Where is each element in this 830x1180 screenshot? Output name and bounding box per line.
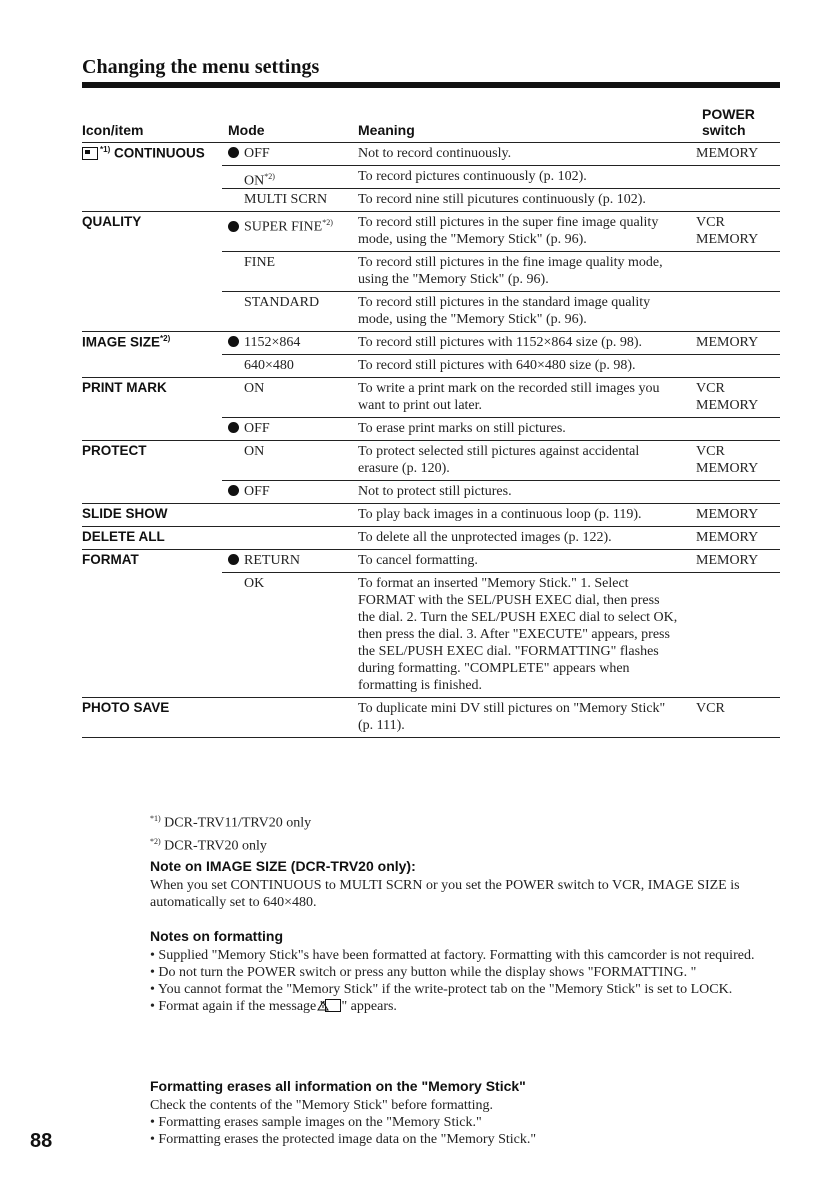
footnote-text: DCR-TRV20 only	[164, 838, 267, 854]
subrow-content	[222, 481, 780, 503]
default-setting-icon	[228, 422, 239, 433]
subrow-content	[222, 292, 780, 331]
power-switch-value: MEMORY	[696, 335, 759, 350]
meaning-text: Not to record continuously.	[358, 146, 512, 161]
mode-value	[244, 191, 327, 208]
header-mode: Mode	[228, 122, 265, 138]
bullet-text: Supplied "Memory Stick"s have been formatted at factory. Formatting with this camcorder is not required.	[158, 948, 755, 963]
mode-text: ON	[244, 444, 265, 459]
bullet: • Supplied "Memory Stick"s have been formatted at factory. Formatting with this camcorder is not required.	[150, 948, 755, 963]
power-switch-value: VCR	[696, 701, 725, 716]
subrow-content	[222, 527, 780, 549]
table-row	[82, 211, 780, 331]
menu-item-label	[82, 700, 169, 715]
table-row	[82, 549, 780, 697]
subrow-content	[222, 698, 780, 737]
camera-memory-icon	[82, 147, 98, 160]
table-row	[82, 331, 780, 377]
default-setting-icon	[228, 336, 239, 347]
table-subrow	[82, 526, 780, 549]
note-image-size	[150, 858, 780, 911]
footnote-mark: *1)	[150, 814, 161, 823]
table-subrow	[82, 377, 780, 417]
bullet-text: Format again if the message "	[158, 999, 326, 1014]
subrow-content	[222, 332, 780, 354]
menu-item-text: FORMAT	[82, 552, 139, 567]
bullet-text: " appears.	[341, 999, 397, 1014]
header-item: Icon/item	[82, 122, 144, 138]
table-bottom-rule	[82, 737, 780, 738]
menu-item-text: PRINT MARK	[82, 380, 167, 395]
meaning-text: To record pictures continuously (p. 102).	[358, 169, 587, 184]
table-row	[82, 440, 780, 503]
table-subrow	[222, 251, 780, 291]
footnote-text: DCR-TRV11/TRV20 only	[164, 815, 312, 831]
menu-item-text: SLIDE SHOW	[82, 506, 168, 521]
menu-item-label	[82, 552, 139, 567]
footnote-ref: *2)	[264, 172, 275, 181]
meaning-text: To record nine still picutures continuously (p. 102).	[358, 192, 646, 207]
bullet: • Do not turn the POWER switch or press any button while the display shows "FORMATTING. "	[150, 965, 697, 980]
table-subrow	[222, 572, 780, 697]
table-subrow	[82, 142, 780, 165]
note-text: When you set CONTINUOUS to MULTI SCRN or you set the POWER switch to VCR, IMAGE SIZE is automatically set to 640×480.	[150, 878, 740, 910]
mode-text: SUPER FINE	[244, 219, 323, 235]
note-heading: Notes on formatting	[150, 928, 283, 944]
default-setting-icon	[228, 221, 239, 232]
mode-text: ON	[244, 173, 265, 189]
mode-value	[244, 294, 319, 311]
table-subrow	[222, 417, 780, 440]
subrow-content	[222, 189, 780, 211]
mode-text: FINE	[244, 255, 276, 270]
meaning-text: To erase print marks on still pictures.	[358, 421, 566, 436]
footnotes	[150, 810, 311, 855]
note-text: Check the contents of the "Memory Stick" before formatting.	[150, 1098, 494, 1113]
table-row	[82, 142, 780, 211]
table-subrow	[222, 165, 780, 188]
table-subrow	[82, 549, 780, 572]
bullet-text: Formatting erases sample images on the "Memory Stick."	[158, 1115, 482, 1130]
mode-text: STANDARD	[244, 295, 320, 310]
subrow-content	[222, 550, 780, 572]
menu-item-label	[82, 145, 205, 161]
bullet: • You cannot format the "Memory Stick" if the write-protect tab on the "Memory Stick" is set to LOCK.	[150, 982, 733, 997]
table-row	[82, 503, 780, 526]
meaning-text: To record still pictures in the standard image quality mode, using the "Memory Stick" (p. 96).	[358, 295, 651, 327]
subrow-content	[222, 418, 780, 440]
footnote-ref: *1)	[100, 145, 111, 154]
subrow-content	[222, 143, 780, 165]
meaning-text: To record still pictures with 1152×864 size (p. 98).	[358, 335, 643, 350]
subrow-content	[222, 355, 780, 377]
menu-item-label	[82, 334, 170, 350]
table-subrow	[222, 480, 780, 503]
bullet: • Format again if the message " " appears.	[150, 999, 397, 1014]
table-subrow	[82, 331, 780, 354]
subrow-content	[222, 212, 780, 251]
menu-settings-table	[82, 104, 780, 738]
mode-value	[244, 380, 264, 397]
power-switch-value: VCR MEMORY	[696, 444, 759, 476]
meaning-text: To protect selected still pictures against accidental erasure (p. 120).	[358, 444, 640, 476]
default-setting-icon	[228, 554, 239, 565]
mode-value	[228, 552, 300, 569]
note-heading: Note on IMAGE SIZE (DCR-TRV20 only):	[150, 858, 416, 874]
table-subrow	[82, 503, 780, 526]
note-formatting	[150, 928, 780, 1015]
table-subrow	[82, 211, 780, 251]
menu-item-text: PHOTO SAVE	[82, 700, 170, 715]
default-setting-icon	[228, 485, 239, 496]
mode-text: MULTI SCRN	[244, 192, 328, 207]
mode-text: OFF	[244, 421, 270, 436]
mode-value	[228, 145, 270, 162]
table-row	[82, 526, 780, 549]
mode-text: 1152×864	[244, 335, 301, 350]
subrow-content	[222, 504, 780, 526]
mode-value	[244, 575, 264, 592]
table-row	[82, 697, 780, 737]
meaning-text: Not to protect still pictures.	[358, 484, 512, 499]
meaning-text: To write a print mark on the recorded still images you want to print out later.	[358, 381, 660, 413]
meaning-text: To cancel formatting.	[358, 553, 478, 568]
page-title: Changing the menu settings	[82, 56, 320, 78]
header-meaning: Meaning	[358, 122, 415, 138]
subrow-content	[222, 252, 780, 291]
mode-value	[228, 334, 300, 351]
note-heading: Formatting erases all information on the "Memory Stick"	[150, 1078, 526, 1094]
meaning-text: To record still pictures in the super fine image quality mode, using the "Memory Stick" (p. 96).	[358, 215, 659, 247]
table-subrow	[222, 188, 780, 211]
power-switch-value: VCR MEMORY	[696, 215, 759, 247]
footnote-2	[150, 833, 311, 856]
footnote-1	[150, 810, 311, 833]
power-switch-value: MEMORY	[696, 146, 759, 161]
menu-item-label	[82, 529, 165, 544]
mode-text: RETURN	[244, 553, 300, 568]
menu-item-label	[82, 506, 168, 521]
header-power-switch	[702, 106, 755, 138]
subrow-content	[222, 573, 780, 697]
mode-value	[244, 254, 275, 271]
power-switch-value: MEMORY	[696, 530, 759, 545]
menu-item-text: PROTECT	[82, 443, 147, 458]
header-power-line2: switch	[702, 122, 746, 138]
mode-text: OFF	[244, 484, 270, 499]
meaning-text: To format an inserted "Memory Stick." 1. Select FORMAT with the SEL/PUSH EXEC dial, then press the dial. 2. Turn the SEL/PUSH EXEC dial to select OK, then press the dial. 3. After "EXECUTE" appears, press the SEL/PUSH EXEC dial. "FORMATTING" flashes during formatting. "COMPLETE" appears when formatting is finished.	[358, 576, 678, 693]
table-subrow	[222, 354, 780, 377]
table-subrow	[82, 697, 780, 737]
memory-stick-warning-icon	[325, 999, 341, 1012]
menu-item-label	[82, 443, 147, 458]
subrow-content	[222, 166, 780, 188]
menu-item-label	[82, 380, 167, 395]
footnote-ref: *2)	[322, 218, 333, 227]
meaning-text: To record still pictures in the fine image quality mode, using the "Memory Stick" (p. 96).	[358, 255, 663, 287]
table-body	[82, 142, 780, 737]
menu-item-text: IMAGE SIZE	[82, 334, 161, 350]
mode-text: ON	[244, 381, 265, 396]
meaning-text: To record still pictures with 640×480 size (p. 98).	[358, 358, 636, 373]
table-subrow	[222, 291, 780, 331]
bullet: • Formatting erases the protected image data on the "Memory Stick."	[150, 1132, 537, 1147]
mode-value	[244, 168, 275, 190]
table-header	[82, 104, 780, 142]
bullet-text: You cannot format the "Memory Stick" if the write-protect tab on the "Memory Stick" is set to LOCK.	[157, 982, 733, 997]
meaning-text: To play back images in a continuous loop (p. 119).	[358, 507, 642, 522]
menu-item-text: QUALITY	[82, 214, 142, 229]
table-row	[82, 377, 780, 440]
mode-text: OK	[244, 576, 265, 591]
header-power-line1: POWER	[702, 106, 755, 122]
bullet: • Formatting erases sample images on the "Memory Stick."	[150, 1115, 482, 1130]
mode-text: OFF	[244, 146, 270, 161]
meaning-text: To duplicate mini DV still pictures on "Memory Stick"(p. 111).	[358, 701, 666, 733]
power-switch-value: VCR MEMORY	[696, 381, 759, 413]
mode-value	[228, 483, 270, 500]
subrow-content	[222, 441, 780, 480]
footnote-mark: *2)	[150, 836, 161, 846]
default-setting-icon	[228, 147, 239, 158]
mode-value	[228, 420, 270, 437]
title-rule	[82, 82, 780, 88]
footnote-ref: *2)	[160, 334, 171, 343]
bullet-text: Do not turn the POWER switch or press any button while the display shows "FORMATTING. "	[158, 965, 697, 980]
subrow-content	[222, 378, 780, 417]
meaning-text: To delete all the unprotected images (p. 122).	[358, 530, 612, 545]
mode-text: 640×480	[244, 358, 294, 373]
menu-item-label	[82, 214, 141, 229]
power-switch-value: MEMORY	[696, 507, 759, 522]
mode-value	[244, 357, 294, 374]
power-switch-value: MEMORY	[696, 553, 759, 568]
note-erase	[150, 1078, 780, 1148]
bullet-text: Formatting erases the protected image data on the "Memory Stick."	[158, 1132, 537, 1147]
menu-item-text: DELETE ALL	[82, 529, 165, 544]
mode-value	[228, 214, 333, 236]
page-number: 88	[30, 1130, 53, 1152]
table-subrow	[82, 440, 780, 480]
menu-item-text: CONTINUOUS	[114, 145, 205, 161]
mode-value	[244, 443, 264, 460]
